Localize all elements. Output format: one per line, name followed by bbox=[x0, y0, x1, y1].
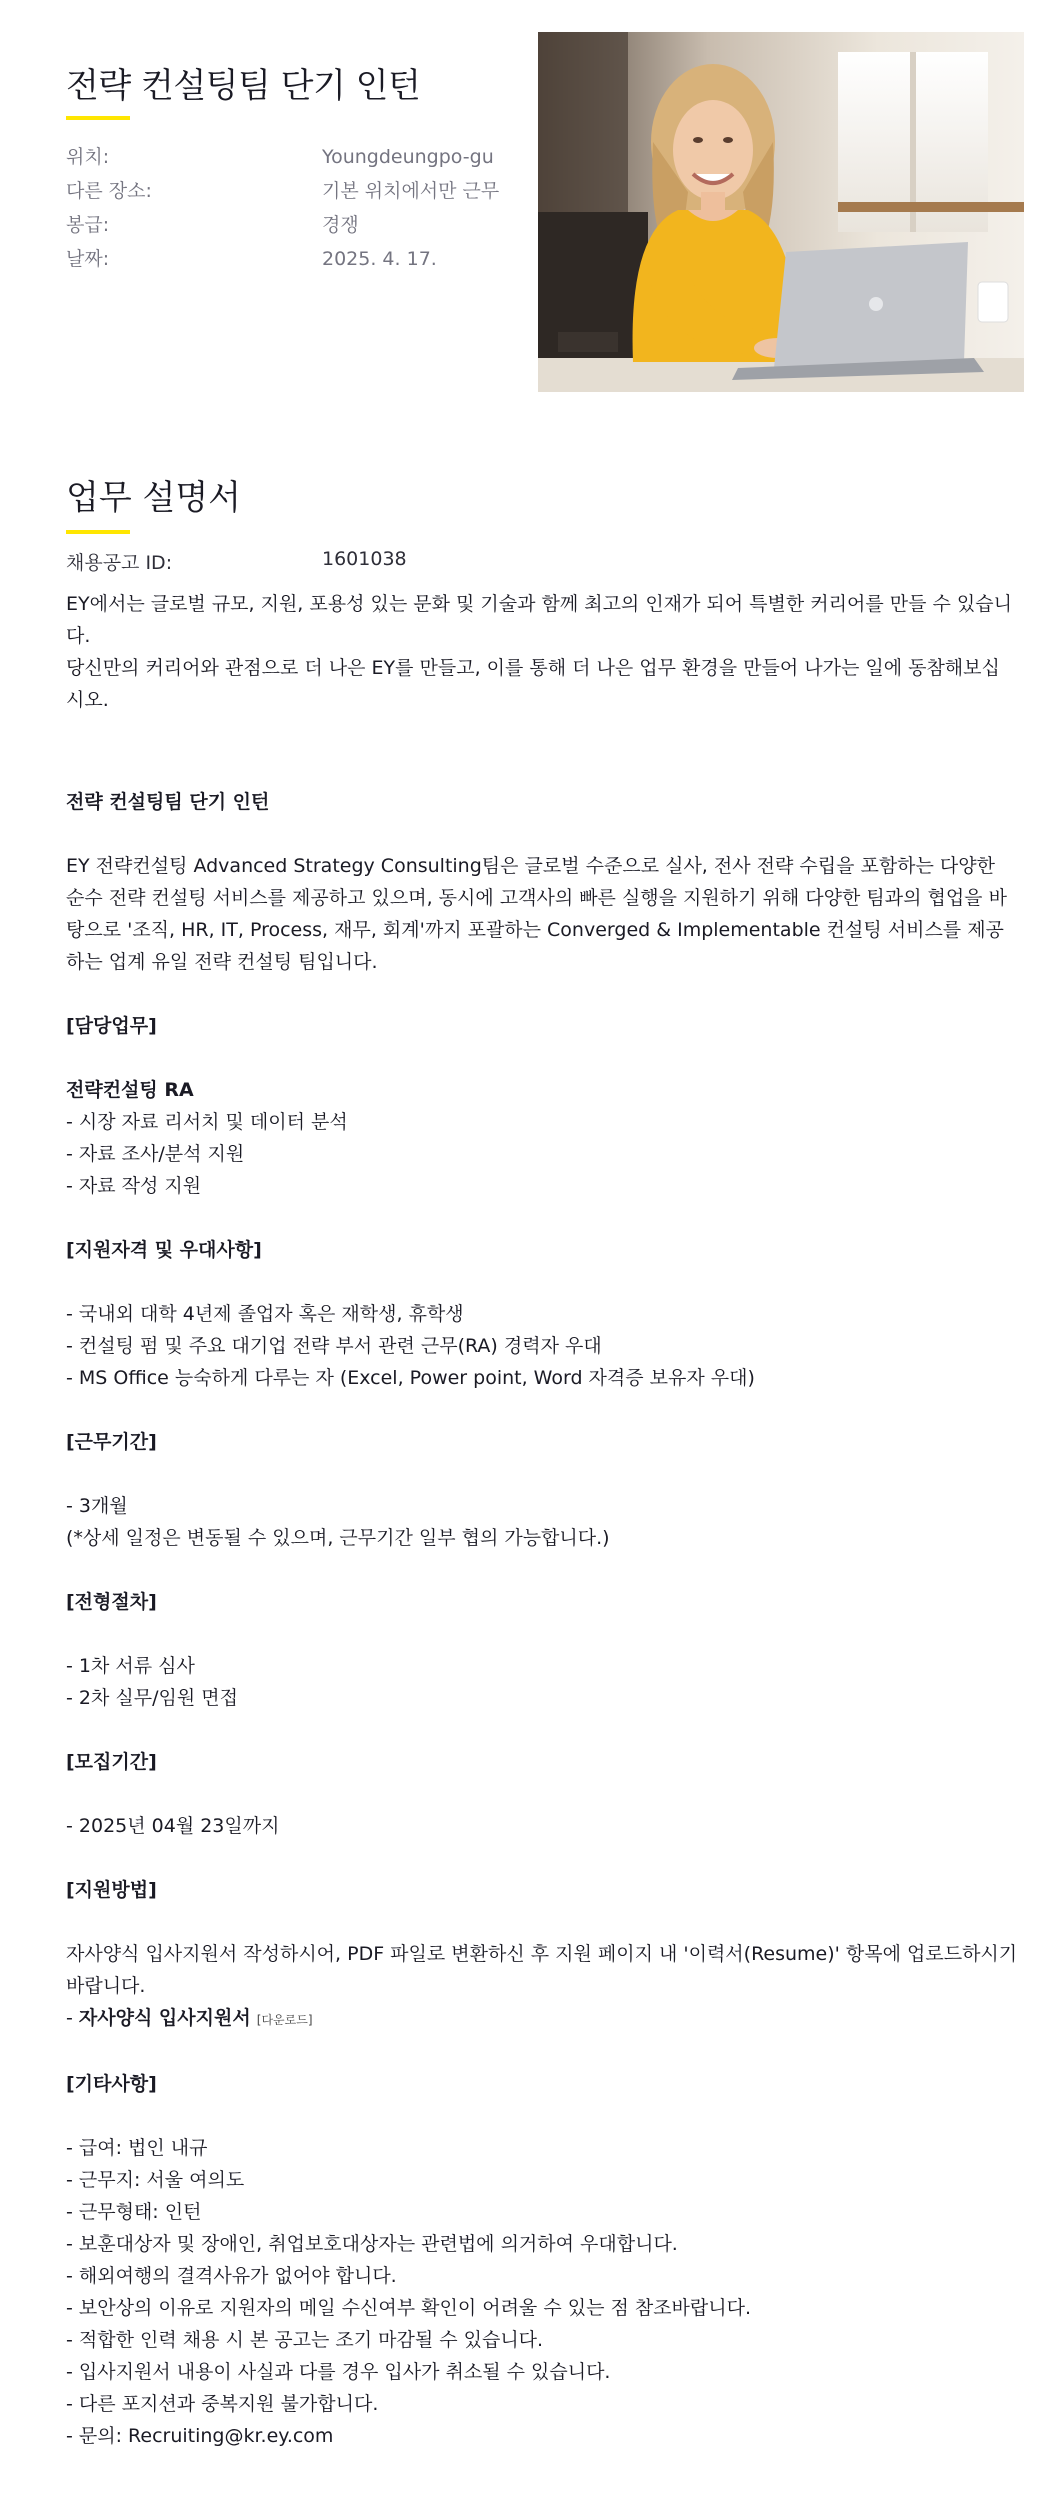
team-description: EY 전략컨설팅 Advanced Strategy Consulting팀은 글로벌 수준으로 실사, 전사 전략 수립을 포함하는 다양한 순수 전략 컨설팅 서비스를 제공하고 있으며, 동시에 고객사의 빠른 실행을 지원하기 위해 다양한 팀과의 협업을 바탕으로 '조직, HR, IT, Process, 재무, 회계'까지 포괄하는 Converged & Implementable 컨설팅 서비스를 제공하는 업계 유일 전략 컨설팅 팀입니다. bbox=[66, 855, 1007, 973]
etc-item: - 보훈대상자 및 장애인, 취업보호대상자는 관련법에 의거하여 우대합니다. bbox=[66, 2233, 678, 2255]
duty-item: - 자료 작성 지원 bbox=[66, 1175, 202, 1197]
etc-item: - 다른 포지션과 중복지원 불가합니다. bbox=[66, 2393, 379, 2415]
apply-form-row: - 자사양식 입사지원서 [다운로드] bbox=[66, 2007, 313, 2029]
period-item: (*상세 일정은 변동될 수 있으며, 근무기간 일부 협의 가능합니다.) bbox=[66, 1527, 610, 1549]
etc-item: - 근무형태: 인턴 bbox=[66, 2201, 202, 2223]
contact-email[interactable]: - 문의: Recruiting@kr.ey.com bbox=[66, 2425, 334, 2447]
duty-item: - 자료 조사/분석 지원 bbox=[66, 1143, 245, 1165]
job-title: 전략 컨설팅팀 단기 인턴 bbox=[66, 66, 421, 106]
process-item: - 2차 실무/임원 면접 bbox=[66, 1687, 238, 1709]
qualification-item: - 국내외 대학 4년제 졸업자 혹은 재학생, 휴학생 bbox=[66, 1303, 464, 1325]
intro-paragraph-2: 당신만의 커리어와 관점으로 더 나은 EY를 만들고, 이를 통해 더 나은 업무 환경을 만들어 나가는 일에 동참해보십시오. bbox=[66, 657, 1000, 711]
process-heading: [전형절차] bbox=[66, 1591, 157, 1613]
etc-item: - 적합한 인력 채용 시 본 공고는 조기 마감될 수 있습니다. bbox=[66, 2329, 544, 2351]
duties-subheading: 전략컨설팅 RA bbox=[66, 1079, 194, 1101]
section-underline bbox=[66, 530, 130, 534]
title-underline bbox=[66, 116, 130, 120]
etc-item: - 보안상의 이유로 지원자의 메일 수신여부 확인이 어려울 수 있는 점 참조바랍니다. bbox=[66, 2297, 752, 2319]
job-id-value: 1601038 bbox=[322, 548, 407, 570]
etc-heading: [기타사항] bbox=[66, 2073, 157, 2095]
recruit-period-heading: [모집기간] bbox=[66, 1751, 157, 1773]
meta-location: 위치: Youngdeungpo-gu bbox=[66, 146, 494, 168]
recruit-period-item: - 2025년 04월 23일까지 bbox=[66, 1815, 280, 1837]
position-title: 전략 컨설팅팀 단기 인턴 bbox=[66, 791, 270, 813]
job-meta bbox=[66, 140, 526, 276]
duties-heading: [담당업무] bbox=[66, 1015, 157, 1037]
download-link[interactable]: [다운로드] bbox=[256, 2013, 313, 2027]
apply-form-name: 자사양식 입사지원서 bbox=[78, 2007, 251, 2029]
period-item: - 3개월 bbox=[66, 1495, 128, 1517]
duty-item: - 시장 자료 리서치 및 데이터 분석 bbox=[66, 1111, 348, 1133]
etc-item: - 급여: 법인 내규 bbox=[66, 2137, 208, 2159]
etc-item: - 근무지: 서울 여의도 bbox=[66, 2169, 245, 2191]
period-heading: [근무기간] bbox=[66, 1431, 157, 1453]
etc-item: - 입사지원서 내용이 사실과 다를 경우 입사가 취소될 수 있습니다. bbox=[66, 2361, 611, 2383]
meta-other-location: 다른 장소: 기본 위치에서만 근무 bbox=[66, 180, 500, 202]
etc-item: - 해외여행의 결격사유가 없어야 합니다. bbox=[66, 2265, 397, 2287]
hero-photo bbox=[538, 32, 1024, 392]
qualifications-heading: [지원자격 및 우대사항] bbox=[66, 1239, 262, 1261]
intro-paragraph-1: EY에서는 글로벌 규모, 지원, 포용성 있는 문화 및 기술과 함께 최고의 인재가 되어 특별한 커리어를 만들 수 있습니다. bbox=[66, 593, 1012, 647]
description-body bbox=[66, 588, 1018, 2452]
qualification-item: - MS Office 능숙하게 다루는 자 (Excel, Power point, Word 자격증 보유자 우대) bbox=[66, 1367, 755, 1389]
meta-date: 날짜: 2025. 4. 17. bbox=[66, 248, 437, 270]
process-item: - 1차 서류 심사 bbox=[66, 1655, 195, 1677]
apply-heading: [지원방법] bbox=[66, 1879, 157, 1901]
apply-instructions: 자사양식 입사지원서 작성하시어, PDF 파일로 변환하신 후 지원 페이지 내 '이력서(Resume)' 항목에 업로드하시기 바랍니다. bbox=[66, 1943, 1018, 1997]
qualification-item: - 컨설팅 펌 및 주요 대기업 전략 부서 관련 근무(RA) 경력자 우대 bbox=[66, 1335, 602, 1357]
job-id-row: 채용공고 ID: 1601038 bbox=[66, 548, 407, 574]
meta-salary: 봉급: 경쟁 bbox=[66, 214, 359, 236]
section-title: 업무 설명서 bbox=[66, 478, 242, 518]
